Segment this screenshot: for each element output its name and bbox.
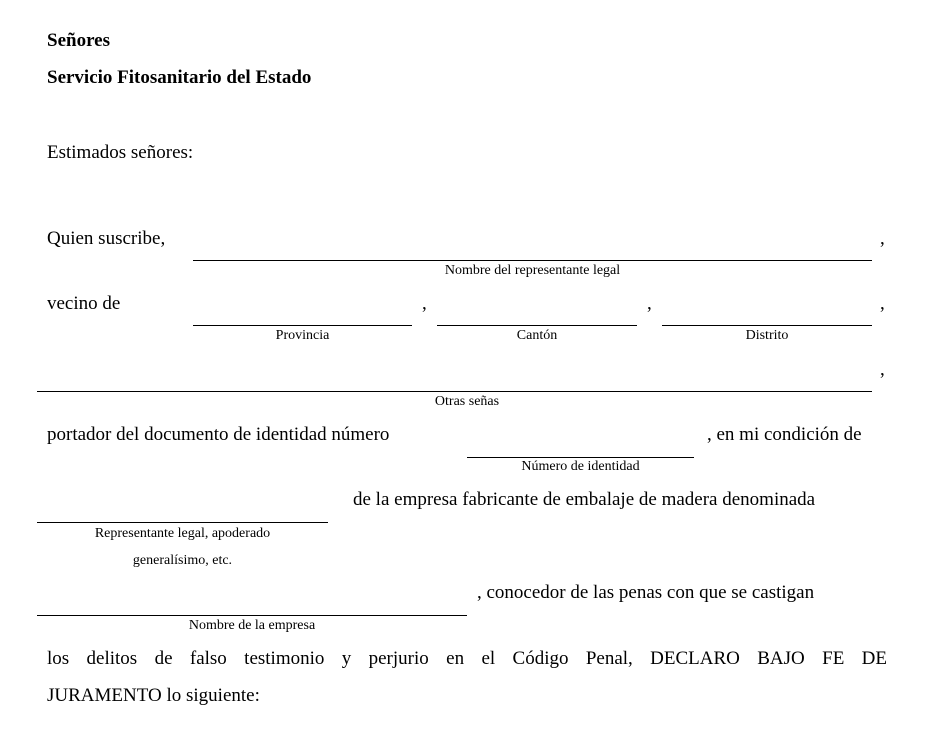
comma: , bbox=[422, 293, 427, 314]
institution-name: Servicio Fitosanitario del Estado bbox=[47, 67, 312, 88]
portador-text: portador del documento de identidad número bbox=[47, 424, 390, 445]
declaration-line-2: JURAMENTO lo siguiente: bbox=[47, 685, 260, 706]
condicion-text: , en mi condición de bbox=[707, 424, 862, 445]
distrito-field[interactable] bbox=[662, 325, 872, 326]
otras-senas-caption: Otras señas bbox=[434, 394, 500, 409]
vecino-label: vecino de bbox=[47, 293, 121, 314]
provincia-field[interactable] bbox=[193, 325, 412, 326]
role-caption-line1: Representante legal, apoderado bbox=[94, 526, 271, 541]
salutation-line: Señores bbox=[47, 30, 110, 51]
company-name-field[interactable] bbox=[37, 615, 467, 616]
otras-senas-field[interactable] bbox=[37, 391, 872, 392]
id-number-field[interactable] bbox=[467, 457, 694, 458]
greeting: Estimados señores: bbox=[47, 142, 194, 163]
role-field[interactable] bbox=[37, 522, 328, 523]
company-name-caption: Nombre de la empresa bbox=[188, 618, 316, 633]
distrito-caption: Distrito bbox=[745, 328, 789, 343]
representative-name-caption: Nombre del representante legal bbox=[444, 263, 621, 278]
comma: , bbox=[880, 293, 885, 314]
canton-field[interactable] bbox=[437, 325, 637, 326]
role-caption-line2: generalísimo, etc. bbox=[132, 553, 233, 568]
declaration-line-1: los delitos de falso testimonio y perjurio en el Código Penal, DECLARO BAJO FE DE bbox=[47, 648, 887, 669]
canton-caption: Cantón bbox=[516, 328, 558, 343]
comma: , bbox=[880, 228, 885, 249]
representative-name-field[interactable] bbox=[193, 260, 872, 261]
comma: , bbox=[880, 359, 885, 380]
quien-suscribe-label: Quien suscribe, bbox=[47, 228, 166, 249]
conocedor-text: , conocedor de las penas con que se castigan bbox=[477, 582, 815, 603]
empresa-text: de la empresa fabricante de embalaje de madera denominada bbox=[353, 489, 816, 510]
provincia-caption: Provincia bbox=[275, 328, 330, 343]
id-number-caption: Número de identidad bbox=[521, 459, 640, 474]
comma: , bbox=[647, 293, 652, 314]
